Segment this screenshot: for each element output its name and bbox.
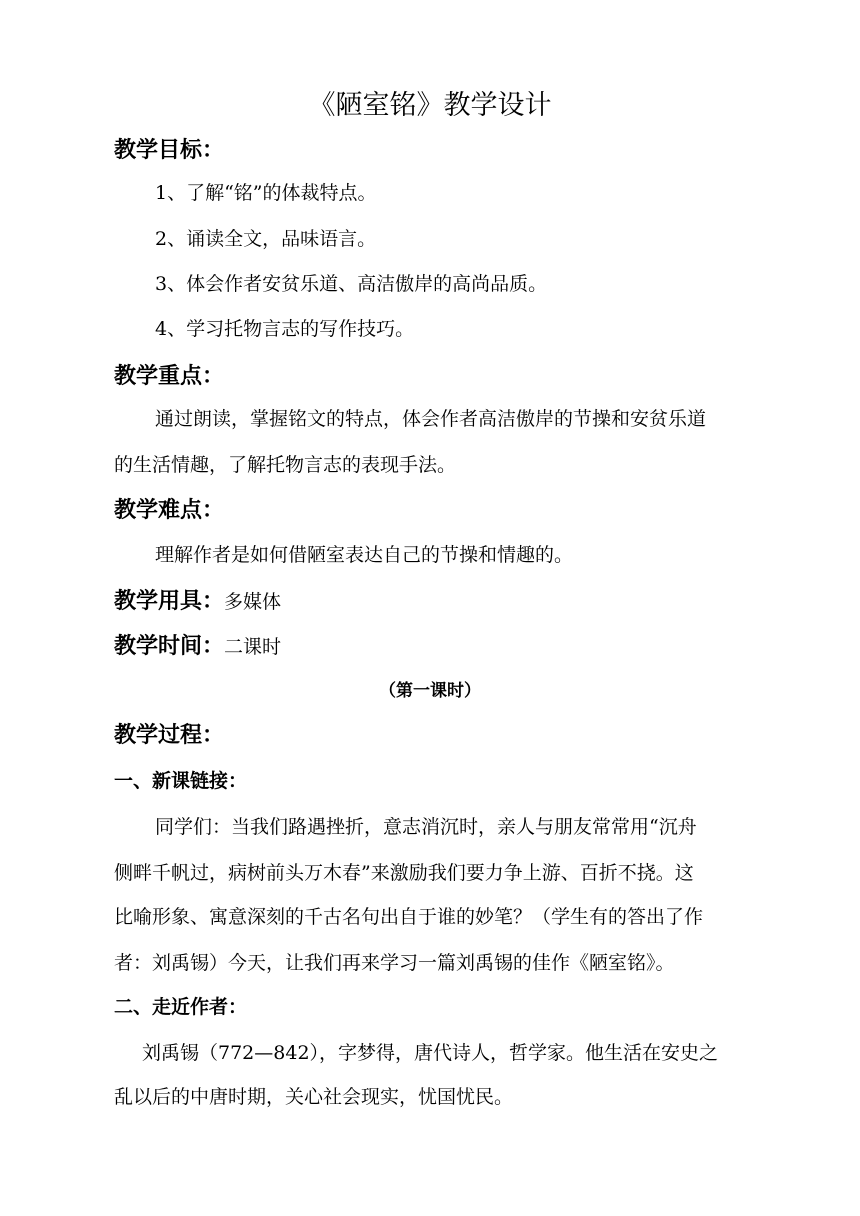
key-points-line-2: 的生活情趣，了解托物言志的表现手法。 [114, 454, 457, 476]
process-heading: 教学过程： [114, 723, 225, 748]
tools-heading: 教学用具： [114, 589, 225, 614]
doc-title: 《陋室铭》教学设计 [308, 90, 552, 121]
difficulties-line-1: 理解作者是如何借陋室表达自己的节操和情趣的。 [155, 544, 574, 566]
lesson-label: （第一课时） [379, 681, 481, 701]
section1-line-1: 同学们：当我们路遇挫折，意志消沉时，亲人与朋友常常用“沉舟 [155, 816, 697, 838]
section1-line-4: 者：刘禹锡）今天，让我们再来学习一篇刘禹锡的佳作《陋室铭》。 [114, 952, 675, 974]
goal-item-4: 4、学习托物言志的写作技巧。 [155, 318, 415, 340]
section2-heading: 二、走近作者： [114, 996, 248, 1018]
time-line [114, 636, 281, 658]
section2-line-1: 刘禹锡（772—842），字梦得，唐代诗人，哲学家。他生活在安史之 [142, 1042, 719, 1064]
key-points-line-1: 通过朗读，掌握铭文的特点，体会作者高洁傲岸的节操和安贫乐道 [155, 408, 707, 430]
goal-item-3: 3、体会作者安贫乐道、高洁傲岸的高尚品质。 [155, 273, 548, 295]
difficulties-heading: 教学难点： [114, 498, 225, 523]
goal-item-1: 1、了解“铭”的体裁特点。 [155, 182, 377, 204]
tools-line [114, 591, 281, 613]
key-points-heading: 教学重点： [114, 364, 225, 389]
time-value: 二课时 [224, 636, 282, 658]
tools-value: 多媒体 [224, 591, 282, 613]
section1-heading: 一、新课链接： [114, 770, 248, 792]
section1-line-2: 侧畔千帆过，病树前头万木春”来激励我们要力争上游、百折不挠。这 [114, 862, 694, 884]
section1-line-3: 比喻形象、寓意深刻的千古名句出自于谁的妙笔？（学生有的答出了作 [114, 906, 704, 928]
goal-item-2: 2、诵读全文，品味语言。 [155, 228, 377, 250]
section2-line-2: 乱以后的中唐时期，关心社会现实，忧国忧民。 [114, 1086, 514, 1108]
goals-heading: 教学目标： [114, 138, 225, 163]
time-heading: 教学时间： [114, 634, 225, 659]
